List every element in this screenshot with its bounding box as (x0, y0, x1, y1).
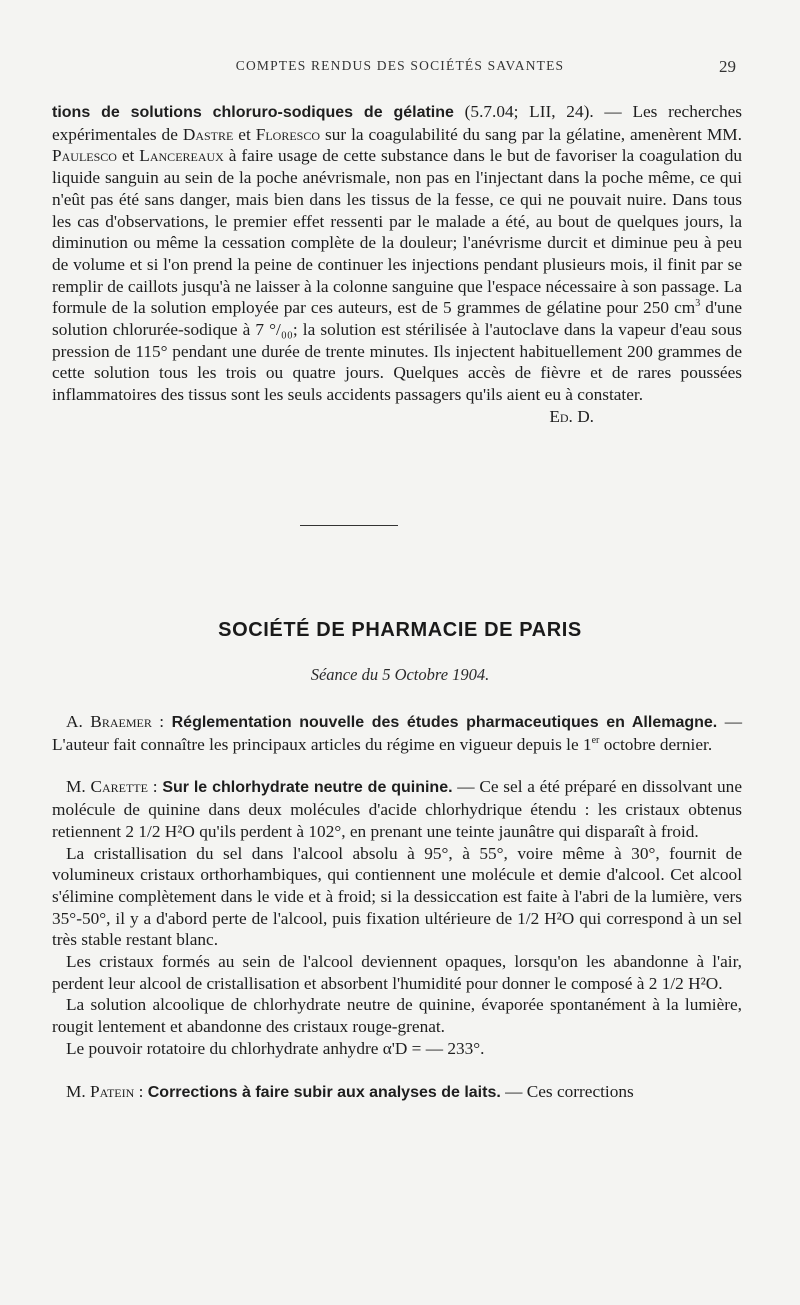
paragraph: La cristallisation du sel dans l'alcool absolu à 95°, à 55°, voire même à 30°, fournit de volumineux cristaux orthorhambiques, qui contiennent une molécule et demie d'alcool. Cet alcool s'élimine complètement dans le vide et à froid; si la dessiccation est faite à l'abri de la lumière, vers 35°-50°, il y a d'abord perte de l'alcool, puis fixation ultérieure de 1/2 H²O qui correspond à un sel très stable restant blanc. (52, 843, 742, 950)
intro-paragraph: tions de solutions chloruro-sodiques de gélatine (5.7.04; LII, 24). — Les recherches expérimentales de Dastre et Floresco sur la coagulabilité du sang par la gélatine, amenèrent MM. Paulesco et Lancereaux à faire usage de cette substance dans le but de favoriser la coagulation du liquide sanguin au sein de la poche anévrismale, non pas en l'injectant dans la poche même, ce qui n'eût pas été sans danger, mais bien dans les tissus de la fesse, ce qui ne pouvait nuire. Dans tous les cas d'observations, le premier effet ressenti par le malade a été, au bout de quelques jours, la diminution ou même la cessation complète de la douleur; l'anévrisme durcit et diminue peu à peu de volume et si l'on prend la peine de continuer les injections pendant plusieurs mois, il finit par se remplir de caillots jusqu'à ne laisser à la colonne sanguine que l'espace nécessaire à son passage. La formule de la solution employée par ces auteurs, est de 5 grammes de gélatine pour 250 $cm^3$ d'une solution chlorurée-sodique à 7 °/₀₀; la solution est stérilisée à l'autoclave dans la vapeur d'eau sous pression de 115° pendant une durée de trente minutes. Ils injectent habituellement 200 grammes de cette solution tous les trois ou quatre jours. Quelques accès de fièvre et de rares poussées inflammatoires des tissus sont les seuls accidents passagers qu'ils aient eu à constater. Ed. D. (52, 102, 743, 426)
signature: Ed. D. (549, 406, 594, 426)
society-title: SOCIÉTÉ DE PHARMACIE DE PARIS (218, 619, 582, 641)
communication-title: Réglementation nouvelle des études pharmaceutiques en Allemagne. (171, 714, 718, 731)
communication-title: Sur le chlorhydrate neutre de quinine. (162, 779, 453, 797)
author-name: Patein (90, 1081, 135, 1101)
intro-section (52, 101, 742, 428)
paragraph-carette: M. Carette : Sur le chlorhydrate neutre de quinine. — Ce sel a été préparé en dissolvant une molécule de quinine dans deux molécules d'acide chlorhydrique étendu : les cristaux obtenus retiennent 2 1/2 H²O qu'ils perdent à 102°, en prenant une teinte jaunâtre qui disparaît à froid. (52, 777, 742, 841)
page-header (64, 58, 736, 80)
paragraph: Le pouvoir rotatoire du chlorhydrate anhydre α'D = — 233°. (66, 1038, 485, 1058)
paragraph-patein: M. Patein : Corrections à faire subir aux analyses de laits. — Ces corrections (66, 1081, 634, 1101)
seance-date: Séance du 5 Octobre 1904. (310, 665, 490, 684)
author-name: Lancereaux (139, 146, 224, 166)
intro-ref: (5.7.04; LII, 24). (464, 102, 594, 121)
section-divider (300, 525, 398, 526)
running-head: COMPTES RENDUS DES SOCIÉTÉS SAVANTES (235, 58, 565, 73)
page-number: 29 (719, 57, 736, 76)
paragraph-braemer: A. Braemer : Réglementation nouvelle des études pharmaceutiques en Allemagne. — L'auteur fait connaître les principaux articles du régime en vigueur depuis le 1er octobre dernier. (52, 712, 743, 754)
author-name: Braemer (90, 712, 152, 731)
author-name: Dastre (182, 124, 234, 144)
communication-title: Corrections à faire subir aux analyses de laits. (147, 1083, 501, 1101)
paragraph: La solution alcoolique de chlorhydrate neutre de quinine, évaporée spontanément à la lumière, rougit lentement et abandonne des cristaux rouge-grenat. (52, 995, 742, 1037)
author-name: Floresco (255, 124, 321, 144)
author-name: Paulesco (52, 146, 117, 166)
author-name: Carette (90, 777, 148, 797)
society-proceedings (52, 711, 742, 1103)
paragraph: Les cristaux formés au sein de l'alcool deviennent opaques, lorsqu'on les abandonne à l'air, perdent leur alcool de cristallisation et absorbent l'humidité pour donner le composé à 2 1/2 H²O. (52, 952, 742, 993)
intro-title: tions de solutions chloruro-sodiques de gélatine (52, 104, 454, 121)
